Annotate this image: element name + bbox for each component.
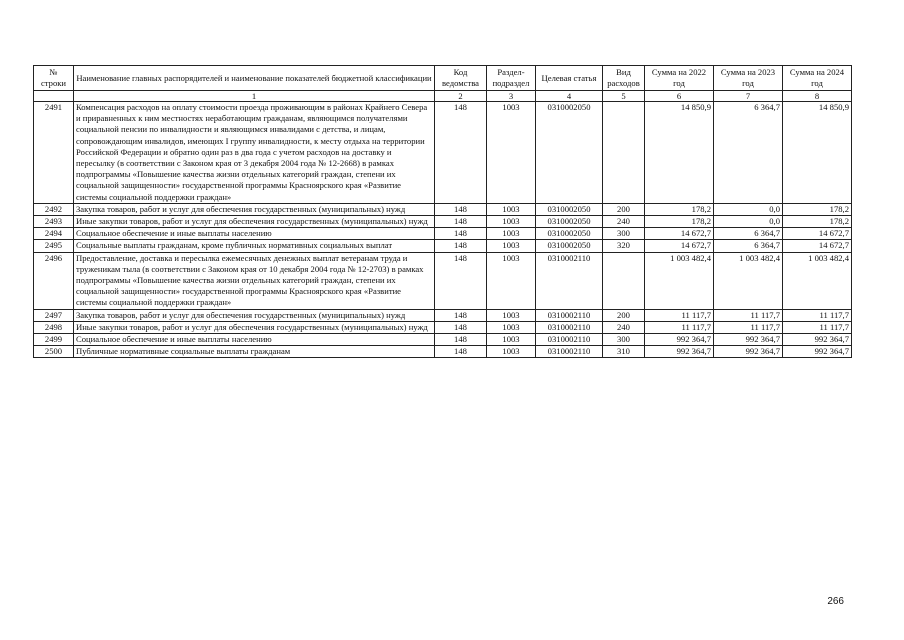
row-sum-2022: 11 117,7	[645, 321, 714, 333]
row-sum-2024: 14 672,7	[783, 240, 852, 252]
row-department-code: 148	[435, 346, 487, 358]
header-row-number: № строки	[34, 66, 74, 91]
header-target-article: Целевая статья	[536, 66, 603, 91]
row-sum-2024: 1 003 482,4	[783, 252, 852, 309]
row-sum-2024: 11 117,7	[783, 309, 852, 321]
row-expense-type: 300	[603, 334, 645, 346]
column-number: 4	[536, 91, 603, 102]
row-expense-type	[603, 252, 645, 309]
row-section: 1003	[487, 252, 536, 309]
header-row	[34, 66, 852, 91]
row-department-code: 148	[435, 240, 487, 252]
page-number: 266	[827, 596, 844, 607]
row-target-article: 0310002110	[536, 346, 603, 358]
row-sum-2023: 0,0	[714, 203, 783, 215]
row-sum-2024: 14 672,7	[783, 228, 852, 240]
row-sum-2022: 178,2	[645, 203, 714, 215]
row-expense-type: 310	[603, 346, 645, 358]
row-number: 2495	[34, 240, 74, 252]
column-number: 6	[645, 91, 714, 102]
header-sum-2024: Сумма на 2024 год	[783, 66, 852, 91]
row-name: Компенсация расходов на оплату стоимости проезда проживающим в районах Крайнего Севера и приравненных к ним местностях неработающим гражданам, являющимся получателями социальной пенсии по инвалидности и являющимся инвалидами с детства, и лицам, сопровождающим инвалидов, имеющих I группу инвалидности, к месту отдыха на территории Российской Федерации и обратно один раз в два года с учетом расходов на доставку и пересылку (в соответствии с Законом края от 3 декабря 2004 года № 12-2668) в рамках подпрограммы «Повышение качества жизни отдельных категорий граждан, степени их социальной защищенности» государственной программы Красноярского края «Развитие системы социальной поддержки граждан»	[74, 102, 435, 204]
row-sum-2023: 11 117,7	[714, 321, 783, 333]
row-department-code: 148	[435, 252, 487, 309]
budget-table	[33, 65, 852, 358]
row-sum-2024: 178,2	[783, 216, 852, 228]
row-expense-type: 200	[603, 309, 645, 321]
row-name: Предоставление, доставка и пересылка ежемесячных денежных выплат ветеранам труда и труженикам тыла (в соответствии с Законом края от 10 декабря 2004 года № 12-2703) в рамках подпрограммы «Повышение качества жизни отдельных категорий граждан, степени их социальной защищенности» государственной программы Красноярского края «Развитие системы социальной поддержки граждан»	[74, 252, 435, 309]
row-target-article: 0310002050	[536, 203, 603, 215]
row-name: Иные закупки товаров, работ и услуг для обеспечения государственных (муниципальных) нужд	[74, 216, 435, 228]
row-section: 1003	[487, 309, 536, 321]
table-row	[34, 252, 852, 309]
row-sum-2023: 6 364,7	[714, 102, 783, 204]
row-sum-2024: 14 850,9	[783, 102, 852, 204]
row-number: 2498	[34, 321, 74, 333]
row-expense-type: 240	[603, 216, 645, 228]
column-number: 7	[714, 91, 783, 102]
row-name: Иные закупки товаров, работ и услуг для обеспечения государственных (муниципальных) нужд	[74, 321, 435, 333]
row-name: Закупка товаров, работ и услуг для обеспечения государственных (муниципальных) нужд	[74, 203, 435, 215]
row-expense-type: 200	[603, 203, 645, 215]
table-row	[34, 346, 852, 358]
row-sum-2022: 1 003 482,4	[645, 252, 714, 309]
row-number: 2491	[34, 102, 74, 204]
row-sum-2023: 992 364,7	[714, 346, 783, 358]
header-expense-type: Вид расходов	[603, 66, 645, 91]
header-sum-2022: Сумма на 2022 год	[645, 66, 714, 91]
table-row	[34, 216, 852, 228]
row-name: Социальное обеспечение и иные выплаты населению	[74, 334, 435, 346]
row-target-article: 0310002110	[536, 334, 603, 346]
row-number: 2494	[34, 228, 74, 240]
row-department-code: 148	[435, 102, 487, 204]
row-department-code: 148	[435, 334, 487, 346]
header-section: Раздел-подраздел	[487, 66, 536, 91]
row-target-article: 0310002110	[536, 321, 603, 333]
row-number: 2496	[34, 252, 74, 309]
row-number: 2497	[34, 309, 74, 321]
row-expense-type	[603, 102, 645, 204]
row-section: 1003	[487, 216, 536, 228]
row-section: 1003	[487, 334, 536, 346]
row-target-article: 0310002110	[536, 252, 603, 309]
row-sum-2024: 992 364,7	[783, 334, 852, 346]
header-department-code: Код ведомства	[435, 66, 487, 91]
row-section: 1003	[487, 346, 536, 358]
column-number-blank	[34, 91, 74, 102]
column-number: 1	[74, 91, 435, 102]
row-sum-2022: 14 850,9	[645, 102, 714, 204]
row-section: 1003	[487, 228, 536, 240]
row-expense-type: 300	[603, 228, 645, 240]
row-sum-2023: 6 364,7	[714, 240, 783, 252]
row-name: Публичные нормативные социальные выплаты гражданам	[74, 346, 435, 358]
row-name: Социальные выплаты гражданам, кроме публичных нормативных социальных выплат	[74, 240, 435, 252]
row-number: 2499	[34, 334, 74, 346]
table-row	[34, 203, 852, 215]
table-row	[34, 240, 852, 252]
row-department-code: 148	[435, 309, 487, 321]
row-sum-2022: 14 672,7	[645, 228, 714, 240]
row-name: Закупка товаров, работ и услуг для обеспечения государственных (муниципальных) нужд	[74, 309, 435, 321]
row-sum-2022: 992 364,7	[645, 346, 714, 358]
row-number: 2493	[34, 216, 74, 228]
row-department-code: 148	[435, 216, 487, 228]
header-name: Наименование главных распорядителей и наименование показателей бюджетной классификации	[74, 66, 435, 91]
row-sum-2023: 11 117,7	[714, 309, 783, 321]
column-number: 8	[783, 91, 852, 102]
table-row	[34, 228, 852, 240]
row-sum-2022: 14 672,7	[645, 240, 714, 252]
header-sum-2023: Сумма на 2023 год	[714, 66, 783, 91]
row-section: 1003	[487, 321, 536, 333]
row-sum-2022: 11 117,7	[645, 309, 714, 321]
row-expense-type: 240	[603, 321, 645, 333]
column-number: 5	[603, 91, 645, 102]
row-sum-2023: 992 364,7	[714, 334, 783, 346]
row-number: 2492	[34, 203, 74, 215]
row-section: 1003	[487, 203, 536, 215]
column-number: 3	[487, 91, 536, 102]
row-sum-2023: 0,0	[714, 216, 783, 228]
row-name: Социальное обеспечение и иные выплаты населению	[74, 228, 435, 240]
row-sum-2024: 11 117,7	[783, 321, 852, 333]
row-section: 1003	[487, 240, 536, 252]
table-row	[34, 321, 852, 333]
row-target-article: 0310002050	[536, 228, 603, 240]
row-department-code: 148	[435, 321, 487, 333]
column-number-row	[34, 91, 852, 102]
row-target-article: 0310002050	[536, 240, 603, 252]
row-department-code: 148	[435, 228, 487, 240]
row-expense-type: 320	[603, 240, 645, 252]
row-sum-2023: 1 003 482,4	[714, 252, 783, 309]
row-department-code: 148	[435, 203, 487, 215]
table-row	[34, 334, 852, 346]
row-target-article: 0310002050	[536, 216, 603, 228]
column-number: 2	[435, 91, 487, 102]
row-sum-2024: 992 364,7	[783, 346, 852, 358]
table-row	[34, 102, 852, 204]
row-sum-2022: 178,2	[645, 216, 714, 228]
row-sum-2022: 992 364,7	[645, 334, 714, 346]
table-row	[34, 309, 852, 321]
row-section: 1003	[487, 102, 536, 204]
row-sum-2023: 6 364,7	[714, 228, 783, 240]
row-number: 2500	[34, 346, 74, 358]
row-target-article: 0310002050	[536, 102, 603, 204]
row-target-article: 0310002110	[536, 309, 603, 321]
row-sum-2024: 178,2	[783, 203, 852, 215]
